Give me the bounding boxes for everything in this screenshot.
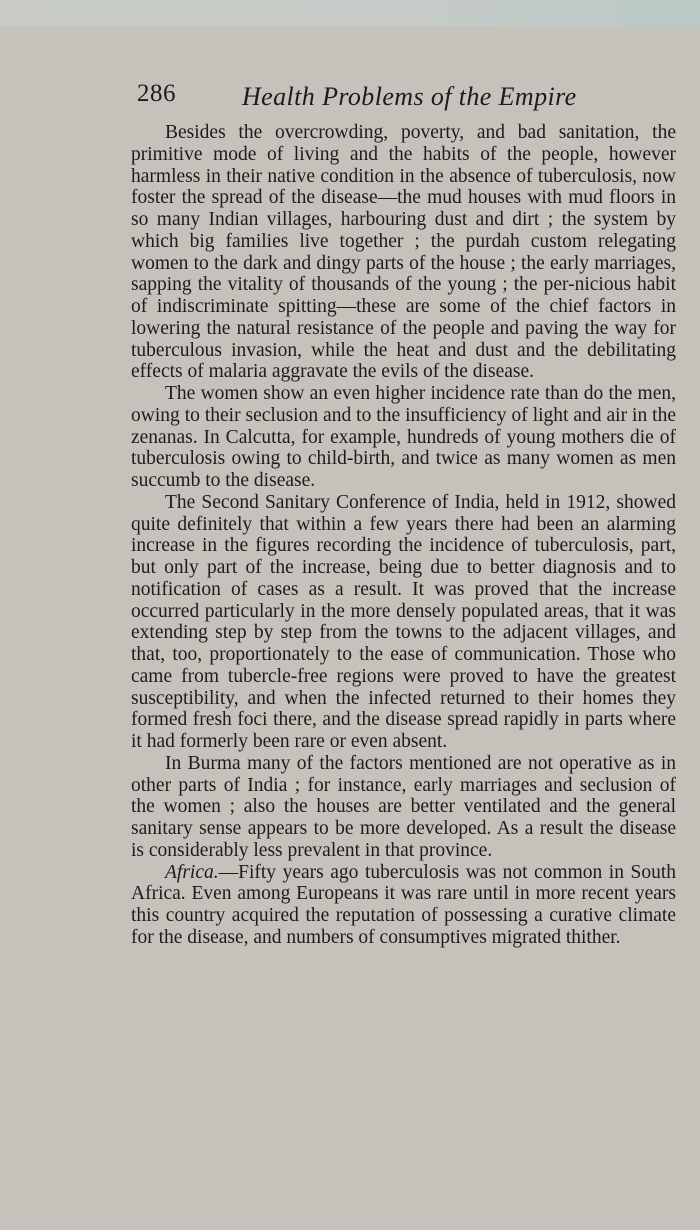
paragraph-burma: In Burma many of the factors mentioned are not operative as in other parts of India ; for instance, early marriages and seclusion of the women ; also the houses are better ventilated and the general sanitary sense appears to be more developed. As a result the disease is considerably less prevalent in that province. [131, 752, 676, 861]
scan-edge [0, 0, 700, 26]
page-header [137, 78, 677, 118]
section-lead-africa: Africa. [165, 861, 219, 883]
paragraph-africa [131, 862, 676, 949]
body-text [131, 122, 676, 949]
paragraph-sanitary-conference: The Second Sanitary Conference of India, held in 1912, showed quite definitely that within a few years there had been an alarming increase in the figures recording the incidence of tuberculosis, part, but only part of the increase, being due to better diagnosis and to notification of cases as a result. It was proved that the increase occurred particularly in the more densely populated areas, that it was extending step by step from the towns to the adjacent villages, and that, too, proportionately to the ease of communication. Those who came from tubercle-free regions were proved to have the greatest susceptibility, and when the infected returned to their homes they formed fresh foci there, and the disease spread rapidly in parts where it had formerly been rare or even absent. [131, 491, 676, 752]
paragraph-women-incidence: The women show an even higher incidence rate than do the men, owing to their seclusion and to the insufficiency of light and air in the zenanas. In Calcutta, for example, hundreds of young mothers die of tuberculosis owing to child-birth, and twice as many women as men succumb to the disease. [131, 383, 676, 491]
running-title: Health Problems of the Empire [242, 82, 577, 111]
paragraph-africa-text: —Fifty years ago tuberculosis was not common in South Africa. Even among Europeans it was rare until in more recent years this country acquired the reputation of possessing a curative climate for the disease, and numbers of consumptives migrated thither. [131, 861, 676, 948]
page-number: 286 [137, 80, 176, 107]
paragraph-india-factors: Besides the overcrowding, poverty, and bad sanitation, the primitive mode of living and the habits of the people, however harmless in their native condition in the absence of tuberculosis, now foster the spread of the disease—the mud houses with mud floors in so many Indian villages, harbouring dust and dirt ; the system by which big families live together ; the purdah custom relegating women to the dark and dingy parts of the house ; the early marriages, sapping the vitality of thousands of the young ; the per-nicious habit of indiscriminate spitting—these are some of the chief factors in lowering the natural resistance of the people and paving the way for tuberculous invasion, while the heat and dust and the debilitating effects of malaria aggravate the evils of the disease. [131, 122, 676, 383]
